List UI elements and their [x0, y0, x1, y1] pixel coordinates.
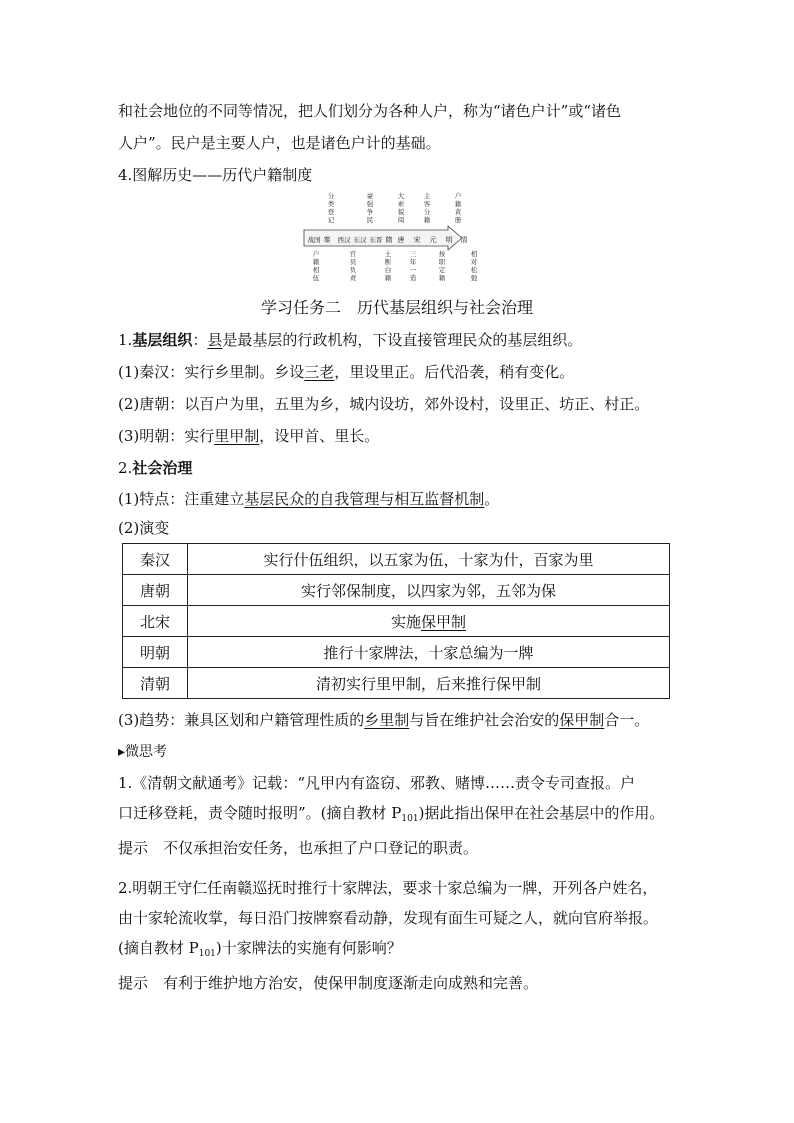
timeline-above-labels [328, 191, 462, 224]
answer-1: 提示 不仅承担治安任务，也承担了户口登记的职责。 [118, 839, 479, 857]
feature-pre: (1)特点：注重建立 [118, 490, 245, 508]
table-desc-pre: 实施 [390, 612, 421, 631]
baojia-trend-underlined: 保甲制 [559, 711, 605, 729]
feature-post: 。 [484, 490, 500, 508]
timeline-below-labels [313, 249, 478, 282]
qinhan-pre: (1)秦汉：实行乡里制。乡设 [118, 363, 305, 381]
q1-line2-post: )据此指出保甲在社会基层中的作用。 [418, 804, 665, 822]
question-2-line-3 [118, 938, 402, 964]
timeline-event-label: 按职定籍 [438, 250, 446, 282]
sanlao-underlined: 三老 [304, 363, 335, 381]
timeline-event-label: 土断白籍 [384, 250, 392, 282]
table-desc-cell: 清初实行里甲制，后来推行保甲制 [188, 668, 670, 699]
xiangli-underlined: 乡里制 [364, 711, 410, 729]
table-row [123, 668, 670, 699]
table-era-cell: 唐朝 [123, 575, 188, 606]
q2-page-subscript: 101 [198, 949, 216, 959]
timeline-dynasty-label: 元 [429, 236, 437, 244]
baojia-underlined: 保甲制 [421, 612, 467, 631]
table-desc-cell: 实行邻保制度，以四家为邻，五邻为保 [188, 575, 670, 606]
table-row [123, 606, 670, 637]
question-1-line-2 [118, 803, 664, 829]
section-4-title: 4.图解历史——历代户籍制度 [118, 166, 313, 184]
table-desc-cell: 实行什伍组织，以五家为伍，十家为什，百家为里 [188, 544, 670, 575]
table-era-cell: 北宋 [123, 606, 188, 637]
table-era-cell: 秦汉 [123, 544, 188, 575]
qinhan-line [118, 362, 574, 382]
q2-line3-pre: (摘自教材 P [118, 939, 199, 957]
trend-line [118, 710, 649, 730]
timeline-event-label: 分类登记 [327, 192, 335, 224]
ming-pre: (3)明朝：实行 [118, 427, 215, 445]
q1-line2-pre: 口迁移登耗，责令随时报明”。(摘自教材 P [118, 804, 402, 822]
question-2-line-1: 2.明朝王守仁任南赣巡抚时推行十家牌法，要求十家总编为一牌，开列各户姓名， [118, 879, 658, 897]
timeline-dynasty-label: 秦 [323, 236, 331, 244]
timeline-event-label: 大索貌阅 [397, 192, 405, 224]
timeline-event-label: 相对松弛 [470, 250, 478, 282]
timeline-event-label: 户籍相伍 [312, 250, 320, 282]
section-1-line [118, 330, 582, 350]
section-1-label: 基层组织 [132, 331, 193, 349]
timeline-dynasty-label: 西汉 [337, 236, 351, 244]
timeline-event-label: 三年一造 [409, 250, 417, 282]
evolution-table [122, 543, 670, 699]
lijia-underlined: 里甲制 [214, 427, 260, 445]
q1-page-subscript: 101 [401, 814, 419, 824]
section-2-label: 社会治理 [132, 459, 193, 477]
task2-title: 学习任务二 历代基层组织与社会治理 [260, 298, 533, 317]
timeline-dynasty-label: 东汉 [353, 236, 367, 244]
table-era-cell: 明朝 [123, 637, 188, 668]
table-row [123, 637, 670, 668]
timeline-event-label: 户籍黄册 [454, 192, 462, 224]
trend-post: 合一。 [604, 711, 650, 729]
table-row [123, 544, 670, 575]
timeline-dynasty-label: 清 [460, 236, 468, 244]
timeline-event-label: 官员负责 [349, 250, 357, 282]
timeline-dynasty-label: 战国 [307, 236, 321, 244]
qinhan-post: ，里设里正。后代沿袭，稍有变化。 [334, 363, 575, 381]
household-registration-timeline [298, 190, 498, 290]
tang-line: (2)唐朝：以百户为里，五里为乡，城内设坊，郊外设村，设里正、坊正、村正。 [118, 395, 650, 413]
feature-line [118, 489, 499, 509]
trend-mid: 与旨在维护社会治安的 [409, 711, 560, 729]
feature-underlined: 基层民众的自我管理与相互监督机制 [244, 490, 485, 508]
intro-line-2: 人户”。民户是主要人户，也是诸色户计的基础。 [118, 134, 441, 152]
ming-post: ，设甲首、里长。 [259, 427, 380, 445]
table-era-cell: 清朝 [123, 668, 188, 699]
timeline-dynasty-label: 东晋 [369, 236, 383, 244]
timeline-dynasty-label: 隋 [385, 236, 393, 244]
ming-line [118, 426, 379, 446]
q2-line3-post: )十家牌法的实施有何影响？ [215, 939, 402, 957]
section-1-colon: ： [192, 331, 208, 349]
trend-pre: (3)趋势：兼具区划和户籍管理性质的 [118, 711, 365, 729]
question-2-line-2: 由十家轮流收掌，每日沿门按牌察看动静，发现有面生可疑之人，就向官府举报。 [118, 909, 659, 927]
timeline-dynasty-label: 宋 [413, 236, 421, 244]
section-1-number: 1. [118, 331, 133, 349]
intro-line-1: 和社会地位的不同等情况，把人们划分为各种人户，称为“诸色户计”或“诸色 [118, 102, 622, 120]
table-desc-cell: 推行十家牌法，十家总编为一牌 [188, 637, 670, 668]
timeline-dynasty-label: 明 [445, 236, 453, 244]
section-2-number: 2. [118, 459, 133, 477]
table-row [123, 575, 670, 606]
question-1-line-1: 1.《清朝文献通考》记载：“凡甲内有盗窃、邪教、赌博……责令专司查报。户 [118, 774, 635, 792]
evolution-title: (2)演变 [118, 519, 170, 537]
think-title: ▸微思考 [118, 744, 168, 760]
timeline-dynasty-label: 唐 [397, 236, 405, 244]
section-2-line [118, 458, 192, 478]
timeline-event-label: 主客分籍 [423, 192, 431, 224]
county-underlined: 县 [207, 331, 223, 349]
table-desc-cell [188, 606, 670, 637]
section-1-rest: 是最基层的行政机构，下设直接管理民众的基层组织。 [222, 331, 583, 349]
answer-2: 提示 有利于维护地方治安，使保甲制度逐渐走向成熟和完善。 [118, 974, 539, 992]
timeline-event-label: 豪强争民 [366, 192, 374, 224]
